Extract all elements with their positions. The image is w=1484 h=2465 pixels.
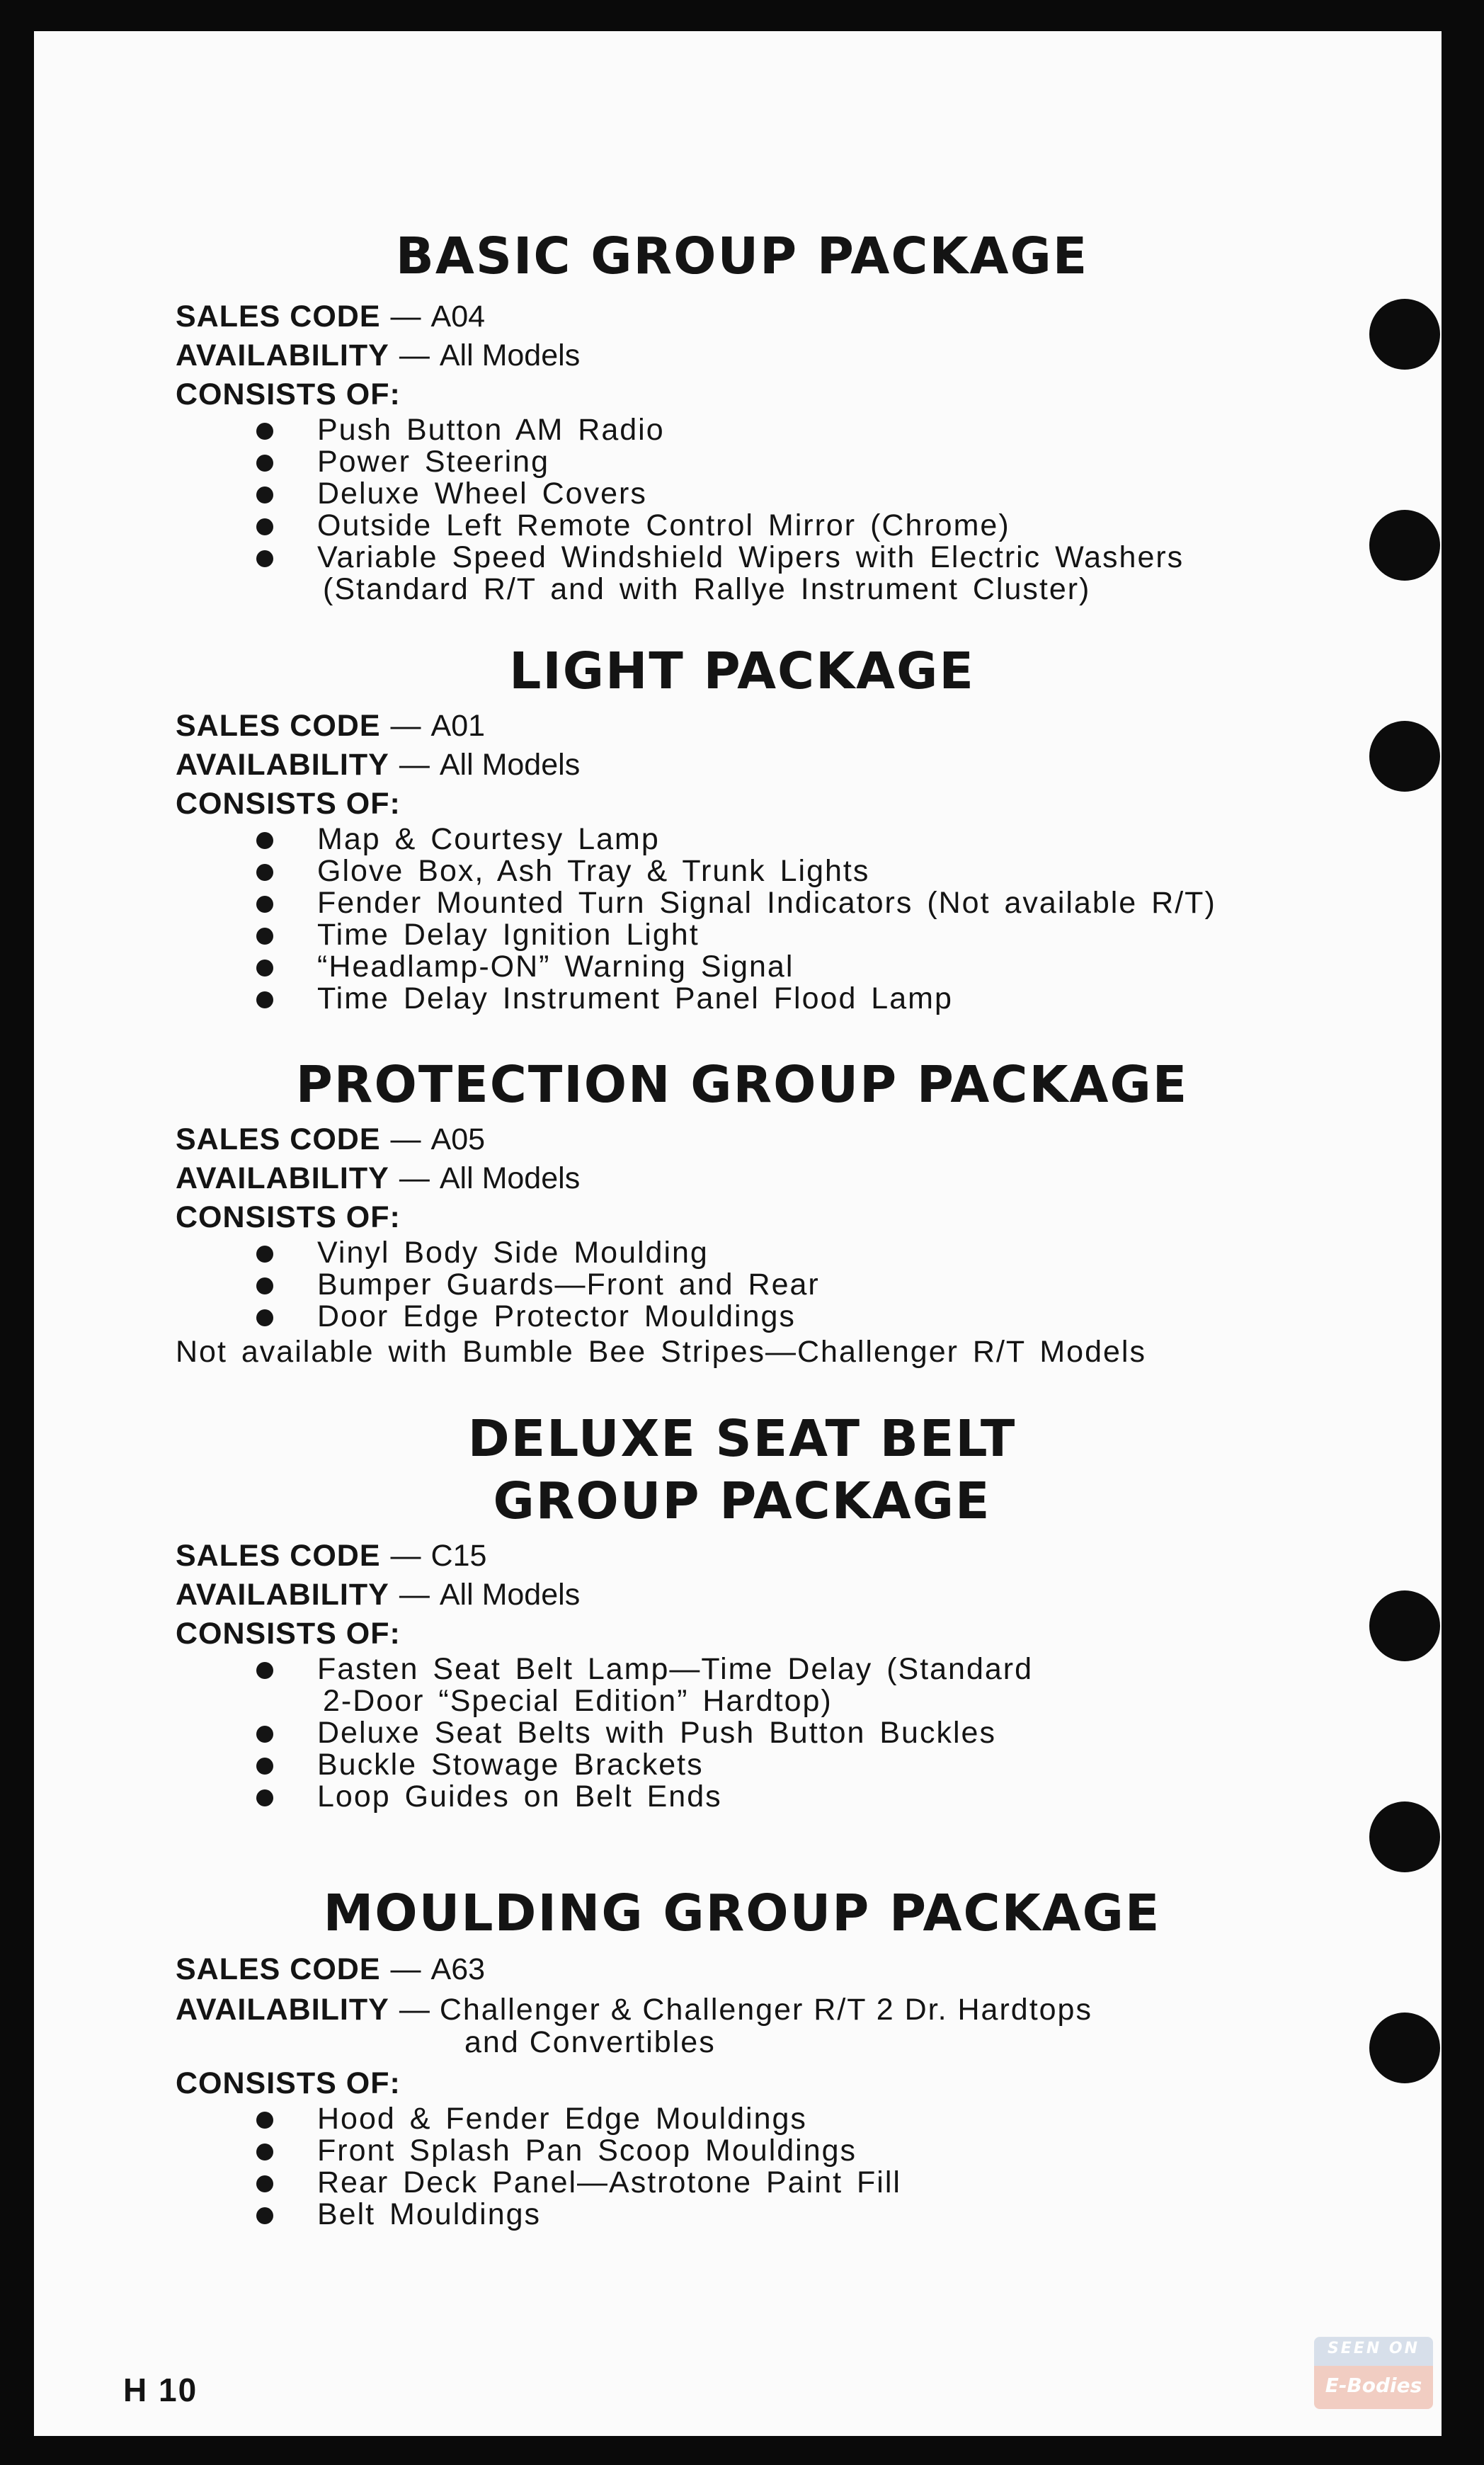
list-item	[256, 1653, 1308, 1717]
list-item	[256, 1269, 1308, 1301]
item-text: Fender Mounted Turn Signal Indicators (Not available R/T)	[317, 886, 1216, 920]
dash: —	[399, 748, 430, 782]
availability-line	[176, 746, 1308, 785]
bullet-icon	[256, 864, 273, 881]
availability-line	[176, 336, 1308, 375]
sales-code-label: SALES CODE	[176, 1952, 381, 1986]
item-list	[176, 414, 1308, 605]
list-item	[256, 855, 1308, 887]
sales-code-value: A05	[430, 1122, 486, 1156]
bullet-icon	[256, 1789, 273, 1806]
sales-code-label: SALES CODE	[176, 1539, 381, 1573]
availability-value: Challenger & Challenger R/T 2 Dr. Hardtops	[439, 1993, 1092, 2027]
section-title: MOULDING GROUP PACKAGE	[323, 1884, 1161, 1942]
dash: —	[390, 1539, 421, 1573]
availability-note: Not available with Bumble Bee Stripes—Challenger R/T Models	[176, 1335, 1146, 1369]
dash: —	[399, 338, 430, 372]
item-text: Fasten Seat Belt Lamp—Time Delay (Standard	[317, 1652, 1034, 1686]
bullet-icon	[256, 1662, 273, 1679]
catalog-page	[34, 31, 1442, 2436]
section-title: PROTECTION GROUP PACKAGE	[295, 1055, 1189, 1114]
sales-code-line	[176, 297, 1308, 336]
watermark-line1: SEEN ON	[1327, 2340, 1420, 2357]
availability-label: AVAILABILITY	[176, 748, 389, 782]
item-text: “Headlamp-ON” Warning Signal	[317, 950, 794, 984]
item-text: Time Delay Ignition Light	[317, 918, 700, 952]
list-item	[256, 542, 1308, 605]
section-title	[34, 1408, 1308, 1532]
item-text: Push Button AM Radio	[317, 413, 665, 447]
bullet-icon	[256, 1277, 273, 1294]
list-item	[256, 887, 1308, 919]
availability-value: All Models	[439, 1161, 581, 1195]
list-item	[256, 919, 1308, 951]
bullet-icon	[256, 1309, 273, 1326]
consists-of-label: CONSISTS OF:	[176, 787, 401, 821]
sales-code-line	[176, 707, 1308, 746]
bullet-icon	[256, 896, 273, 913]
availability-value: All Models	[439, 1578, 581, 1612]
section-title-line: DELUXE SEAT BELT	[467, 1409, 1017, 1468]
punch-hole	[1369, 721, 1440, 792]
item-text: Time Delay Instrument Panel Flood Lamp	[317, 981, 953, 1015]
punch-hole	[1369, 510, 1440, 581]
sales-code-value: C15	[430, 1539, 487, 1573]
item-text: Deluxe Wheel Covers	[317, 477, 647, 511]
bullet-icon	[256, 2175, 273, 2192]
item-list	[176, 824, 1308, 1015]
bullet-icon	[256, 1246, 273, 1263]
dash: —	[399, 1993, 430, 2027]
watermark-line2: E-Bodies	[1325, 2374, 1422, 2397]
punch-hole	[1369, 1590, 1440, 1661]
sales-code-line	[176, 1950, 1308, 1989]
item-text: Hood & Fender Edge Mouldings	[317, 2102, 807, 2136]
sales-code-value: A04	[430, 300, 486, 334]
bullet-icon	[256, 2144, 273, 2161]
availability-label: AVAILABILITY	[176, 1161, 389, 1195]
item-text: Front Splash Pan Scoop Mouldings	[317, 2134, 857, 2168]
sales-code-label: SALES CODE	[176, 709, 381, 743]
punch-hole	[1369, 299, 1440, 370]
list-item	[256, 478, 1308, 510]
sales-code-label: SALES CODE	[176, 300, 381, 334]
section-title: BASIC GROUP PACKAGE	[395, 227, 1089, 285]
item-continuation: 2-Door “Special Edition” Hardtop)	[323, 1684, 833, 1718]
list-item	[256, 1237, 1308, 1269]
list-item	[256, 951, 1308, 983]
bullet-icon	[256, 1726, 273, 1743]
page-number: H 10	[123, 2372, 198, 2408]
bullet-icon	[256, 423, 273, 440]
sales-code-line	[176, 1537, 1308, 1576]
bullet-icon	[256, 2207, 273, 2224]
watermark-logo	[1314, 2337, 1433, 2409]
availability-line	[176, 1993, 1308, 2059]
item-list	[176, 1653, 1308, 1813]
bullet-icon	[256, 550, 273, 567]
list-item	[256, 446, 1308, 478]
consists-of-label: CONSISTS OF:	[176, 1200, 401, 1234]
sales-code-value: A63	[430, 1952, 486, 1986]
sales-code-line	[176, 1120, 1308, 1159]
section-deluxe-seat-belt-group-package	[176, 1408, 1308, 1813]
list-item	[256, 2135, 1308, 2167]
list-item	[256, 824, 1308, 855]
item-text: Rear Deck Panel—Astrotone Paint Fill	[317, 2165, 901, 2199]
item-list	[176, 2103, 1308, 2231]
availability-continuation: and Convertibles	[464, 2025, 716, 2059]
availability-line	[176, 1159, 1308, 1198]
consists-of-label: CONSISTS OF:	[176, 1617, 401, 1651]
section-light-package	[176, 640, 1308, 1015]
item-text: Deluxe Seat Belts with Push Button Buckles	[317, 1716, 996, 1750]
availability-line	[176, 1576, 1308, 1615]
list-item	[256, 510, 1308, 542]
list-item	[256, 983, 1308, 1015]
section-title: LIGHT PACKAGE	[509, 642, 975, 700]
list-item	[256, 2167, 1308, 2199]
bullet-icon	[256, 455, 273, 472]
item-text: Map & Courtesy Lamp	[317, 822, 660, 856]
bullet-icon	[256, 2112, 273, 2129]
punch-hole	[1369, 2013, 1440, 2083]
list-item	[256, 1301, 1308, 1333]
section-moulding-group-package	[176, 1882, 1308, 2231]
item-text: Belt Mouldings	[317, 2197, 542, 2231]
consists-of-label: CONSISTS OF:	[176, 2066, 401, 2100]
item-text: Vinyl Body Side Moulding	[317, 1236, 709, 1270]
section-protection-group-package	[176, 1054, 1308, 1370]
dash: —	[399, 1161, 430, 1195]
bullet-icon	[256, 832, 273, 849]
list-item	[256, 2199, 1308, 2231]
list-item	[256, 1781, 1308, 1813]
dash: —	[399, 1578, 430, 1612]
dash: —	[390, 300, 421, 334]
section-title-line: GROUP PACKAGE	[493, 1471, 991, 1530]
item-text: Power Steering	[317, 445, 549, 479]
item-text: Bumper Guards—Front and Rear	[317, 1268, 820, 1302]
list-item	[256, 414, 1308, 446]
item-text: Loop Guides on Belt Ends	[317, 1780, 722, 1814]
section-basic-group-package	[176, 225, 1308, 605]
item-text: Buckle Stowage Brackets	[317, 1748, 704, 1782]
dash: —	[390, 1122, 421, 1156]
bullet-icon	[256, 960, 273, 977]
list-item	[256, 1717, 1308, 1749]
bullet-icon	[256, 928, 273, 945]
item-list	[176, 1237, 1308, 1333]
item-continuation: (Standard R/T and with Rallye Instrument Cluster)	[323, 572, 1091, 606]
item-text: Glove Box, Ash Tray & Trunk Lights	[317, 854, 870, 888]
availability-label: AVAILABILITY	[176, 1993, 389, 2027]
dash: —	[390, 1952, 421, 1986]
sales-code-label: SALES CODE	[176, 1122, 381, 1156]
availability-label: AVAILABILITY	[176, 338, 389, 372]
punch-hole	[1369, 1801, 1440, 1872]
bullet-icon	[256, 518, 273, 535]
dash: —	[390, 709, 421, 743]
list-item	[256, 2103, 1308, 2135]
sales-code-value: A01	[430, 709, 486, 743]
item-text: Door Edge Protector Mouldings	[317, 1299, 796, 1333]
availability-label: AVAILABILITY	[176, 1578, 389, 1612]
availability-value: All Models	[439, 338, 581, 372]
consists-of-label: CONSISTS OF:	[176, 377, 401, 411]
bullet-icon	[256, 991, 273, 1008]
item-text: Variable Speed Windshield Wipers with Electric Washers	[317, 540, 1185, 574]
list-item	[256, 1749, 1308, 1781]
item-text: Outside Left Remote Control Mirror (Chrome)	[317, 508, 1010, 542]
bullet-icon	[256, 1758, 273, 1775]
availability-value: All Models	[439, 748, 581, 782]
bullet-icon	[256, 486, 273, 503]
